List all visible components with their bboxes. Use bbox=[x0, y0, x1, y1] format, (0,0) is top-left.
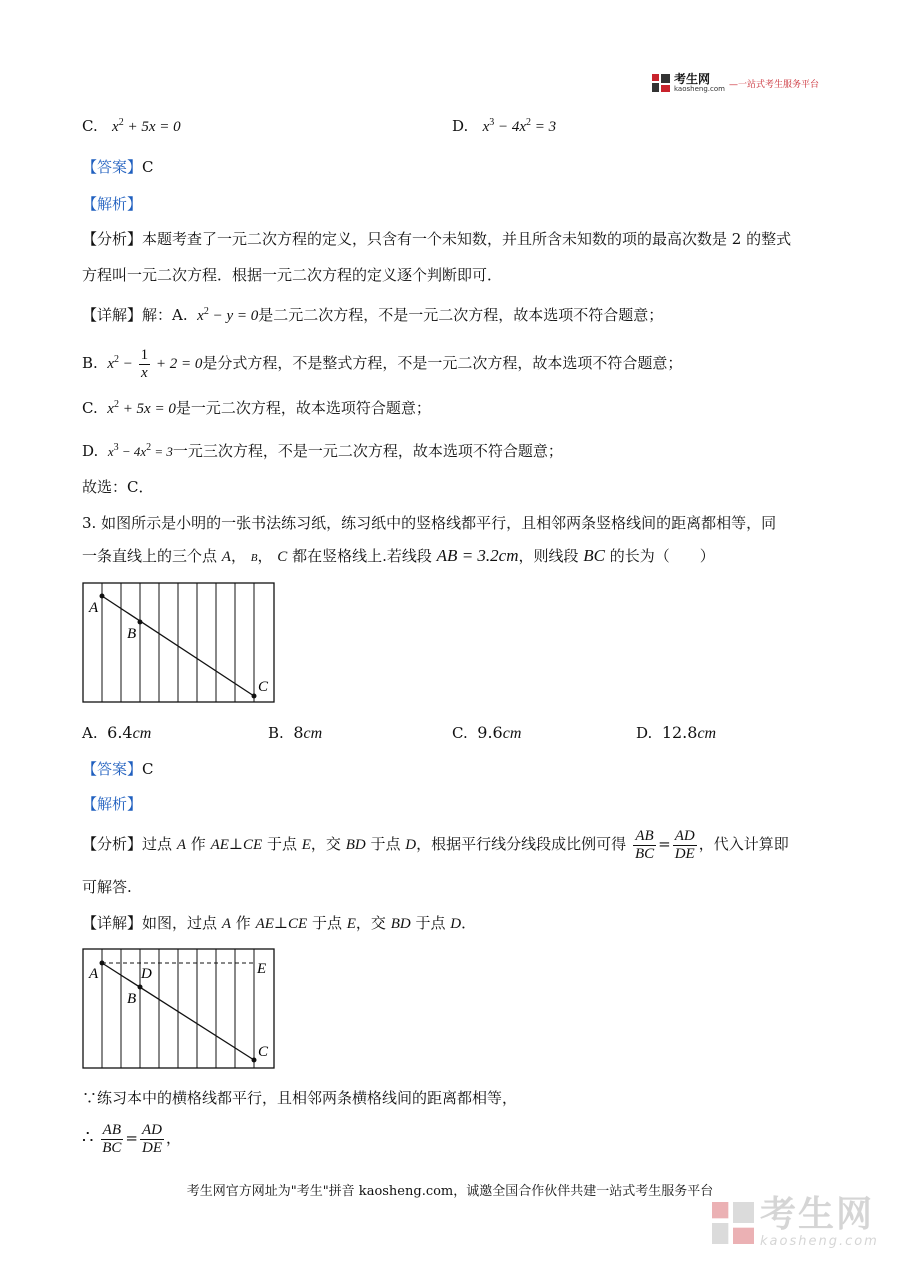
q2-jiexi-label: 【解析】 bbox=[82, 195, 143, 213]
q2-detail-c: C. $x^2 + 5x = 0$是一元二次方程，故本选项符合题意； bbox=[82, 399, 431, 417]
q2-detail-a: 【详解】解：A. $x^2 - y = 0$是二元二次方程，不是一元二次方程，故本选项不符合题意； bbox=[82, 306, 664, 324]
q2-answer: 【答案】C bbox=[82, 158, 154, 176]
q3-option-d: D. 12.8cm bbox=[636, 723, 717, 742]
label-b: B bbox=[127, 626, 137, 642]
watermark-brand: 考生网 bbox=[760, 1194, 875, 1235]
label-a: A bbox=[89, 966, 99, 982]
q3-fenxi-line1: 【分析】过点 A 作 AE⊥CE 于点 E，交 BD 于点 D，根据平行线分线段成比例可得 $\frac{AB}{BC}$ = $\frac{AD}{DE}$ ，代入计算即 bbox=[82, 827, 789, 862]
point-c bbox=[252, 1058, 257, 1063]
label-a: A bbox=[89, 600, 99, 616]
q3-option-a: A. 6.4cm bbox=[82, 723, 152, 742]
q2-fenxi-line2: 方程叫一元二次方程．根据一元二次方程的定义逐个判断即可． bbox=[82, 266, 503, 284]
label-c: C bbox=[258, 1044, 269, 1060]
watermark-logo-icon bbox=[712, 1202, 754, 1244]
q2-detail-d: D. $x^3 - 4x^2 = 3$一元三次方程，不是一元二次方程，故本选项不符合题意； bbox=[82, 442, 563, 460]
q3-stem-line1: 3. 如图所示是小明的一张书法练习纸，练习纸中的竖格线都平行，且相邻两条竖格线间的距离都相等，同 bbox=[82, 514, 777, 532]
q2-option-c: C. $x^2 + 5x = 0$ bbox=[82, 117, 181, 135]
q3-stem-line2: 一条直线上的三个点 A， B， C 都在竖格线上.若线段 AB = 3.2cm，则线段 BC 的长为（ ） bbox=[82, 546, 715, 565]
q3-jiexi-label: 【解析】 bbox=[82, 795, 143, 813]
fraction-ad-de: $\frac{AD}{DE}$ bbox=[674, 827, 695, 862]
point-b bbox=[138, 620, 143, 625]
label-b: B bbox=[127, 991, 137, 1007]
q3-option-b: B. 8cm bbox=[268, 723, 323, 742]
q3-figure-grid bbox=[82, 582, 276, 704]
label-d: D bbox=[141, 966, 152, 982]
q3-option-c: C. 9.6cm bbox=[452, 723, 522, 742]
q2-fenxi-line1: 【分析】本题考查了一元二次方程的定义，只含有一个未知数，并且所含未知数的项的最高次数是 2 的整式 bbox=[82, 230, 792, 248]
label-e: E bbox=[257, 961, 267, 977]
point-a bbox=[100, 961, 105, 966]
header-logo bbox=[652, 72, 819, 94]
q3-answer: 【答案】C bbox=[82, 760, 154, 778]
fraction-1-over-x: $\frac{1}{x}$ bbox=[140, 346, 149, 381]
q3-detail-line: 【详解】如图，过点 A 作 AE⊥CE 于点 E，交 BD 于点 D． bbox=[82, 914, 477, 932]
header-brand: 考生网 bbox=[674, 72, 711, 86]
fraction-ad-de: $\frac{AD}{DE}$ bbox=[141, 1121, 162, 1156]
label-c: C bbox=[258, 679, 269, 695]
q2-conclusion: 故选：C． bbox=[82, 478, 154, 496]
point-a bbox=[100, 594, 105, 599]
point-c bbox=[252, 694, 257, 699]
fraction-ab-bc: $\frac{AB}{BC}$ bbox=[102, 1121, 122, 1156]
watermark-domain: kaosheng.com bbox=[760, 1234, 879, 1249]
point-b bbox=[138, 985, 143, 990]
q2-detail-b: B. $x^2$ − $\frac{1}{x}$ + 2 = 0是分式方程，不是整式方程，不是一元二次方程，故本选项不符合题意； bbox=[82, 346, 683, 381]
watermark bbox=[712, 1196, 879, 1249]
header-slogan: —一站式考生服务平台 bbox=[728, 79, 819, 90]
kaosheng-logo-icon bbox=[652, 74, 670, 92]
page-footer: 考生网官方网址为"考生"拼音 kaosheng.com，诚邀全国合作伙伴共建一站式考生服务平台 bbox=[186, 1184, 714, 1199]
q3-fenxi-line2: 可解答. bbox=[82, 878, 132, 896]
q2-option-d: D. $x^3 - 4x^2 = 3$ bbox=[452, 117, 557, 135]
q3-therefore-line: ∴ $\frac{AB}{BC}$ = $\frac{AD}{DE}$ ， bbox=[82, 1121, 181, 1156]
header-domain: kaosheng.com bbox=[674, 85, 725, 93]
fraction-ab-bc: $\frac{AB}{BC}$ bbox=[634, 827, 655, 862]
q3-solution-figure bbox=[82, 948, 276, 1070]
q3-because-line: ∵练习本中的横格线都平行，且相邻两条横格线间的距离都相等， bbox=[82, 1089, 518, 1107]
